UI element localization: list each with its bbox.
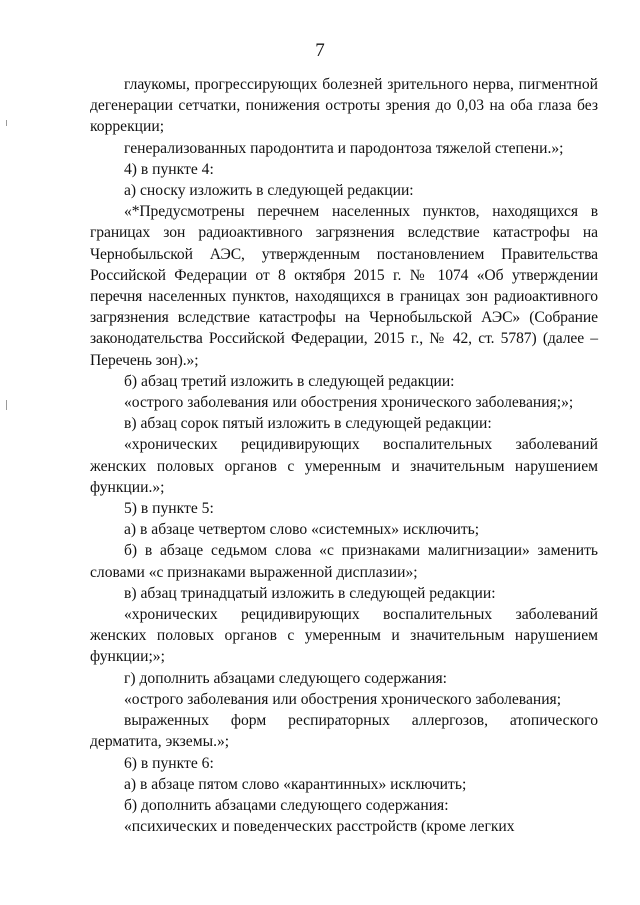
- paragraph: глаукомы, прогрессирующих болезней зрительного нерва, пигментной дегенерации сетчатки, понижения остроты зрения до 0,03 на оба глаза без коррекции;: [90, 76, 598, 136]
- paragraph: г) дополнить абзацами следующего содержания:: [124, 669, 448, 687]
- paragraph: б) дополнить абзацами следующего содержания:: [124, 796, 449, 814]
- paragraph: «психических и поведенческих расстройств (кроме легких: [124, 818, 515, 836]
- paragraph: а) в абзаце пятом слово «карантинных» исключить;: [124, 775, 467, 793]
- scan-artifact: [6, 400, 7, 410]
- scan-artifact: [6, 120, 7, 126]
- paragraph: «острого заболевания или обострения хронического заболевания;: [124, 690, 562, 708]
- page-number: 7: [315, 40, 325, 61]
- document-body: [90, 74, 598, 837]
- paragraph: «острого заболевания или обострения хронического заболевания;»;: [124, 394, 574, 412]
- paragraph: 4) в пункте 4:: [124, 160, 214, 178]
- paragraph: а) в абзаце четвертом слово «системных» исключить;: [124, 521, 480, 539]
- paragraph: генерализованных пародонтита и пародонтоза тяжелой степени.»;: [124, 139, 564, 157]
- footnote-paragraph: «*Предусмотрены перечнем населенных пунктов, находящихся в границах зон радиоактивного загрязнения вследствие катастрофы на Чернобыльской АЭС, утвержденным постановлением Правительства Российской Федерации от 8 октября 2015 г. № 1074 «Об утверждении перечня населенных пунктов, находящихся в границах зон радиоактивного загрязнения вследствие катастрофы на Чернобыльской АЭС» (Собрание законодательства Российской Федерации, 2015 г., № 42, ст. 5787) (далее – Перечень зон).»;: [90, 203, 598, 369]
- paragraph: 6) в пункте 6:: [124, 754, 214, 772]
- paragraph: в) абзац сорок пятый изложить в следующей редакции:: [124, 415, 492, 433]
- paragraph: в) абзац тринадцатый изложить в следующей редакции:: [124, 584, 496, 602]
- paragraph: б) абзац третий изложить в следующей редакции:: [124, 372, 455, 390]
- paragraph: 5) в пункте 5:: [124, 500, 214, 518]
- paragraph: б) в абзаце седьмом слова «с признаками малигнизации» заменить словами «с признаками выраженной дисплазии»;: [90, 542, 598, 581]
- paragraph: а) сноску изложить в следующей редакции:: [124, 182, 414, 200]
- paragraph: «хронических рецидивирующих воспалительных заболеваний женских половых органов с умеренным и значительным нарушением функции.»;: [90, 436, 598, 496]
- paragraph: «хронических рецидивирующих воспалительных заболеваний женских половых органов с умеренным и значительным нарушением функции;»;: [90, 606, 598, 666]
- paragraph: выраженных форм респираторных аллергозов, атопического дерматита, экземы.»;: [90, 712, 598, 751]
